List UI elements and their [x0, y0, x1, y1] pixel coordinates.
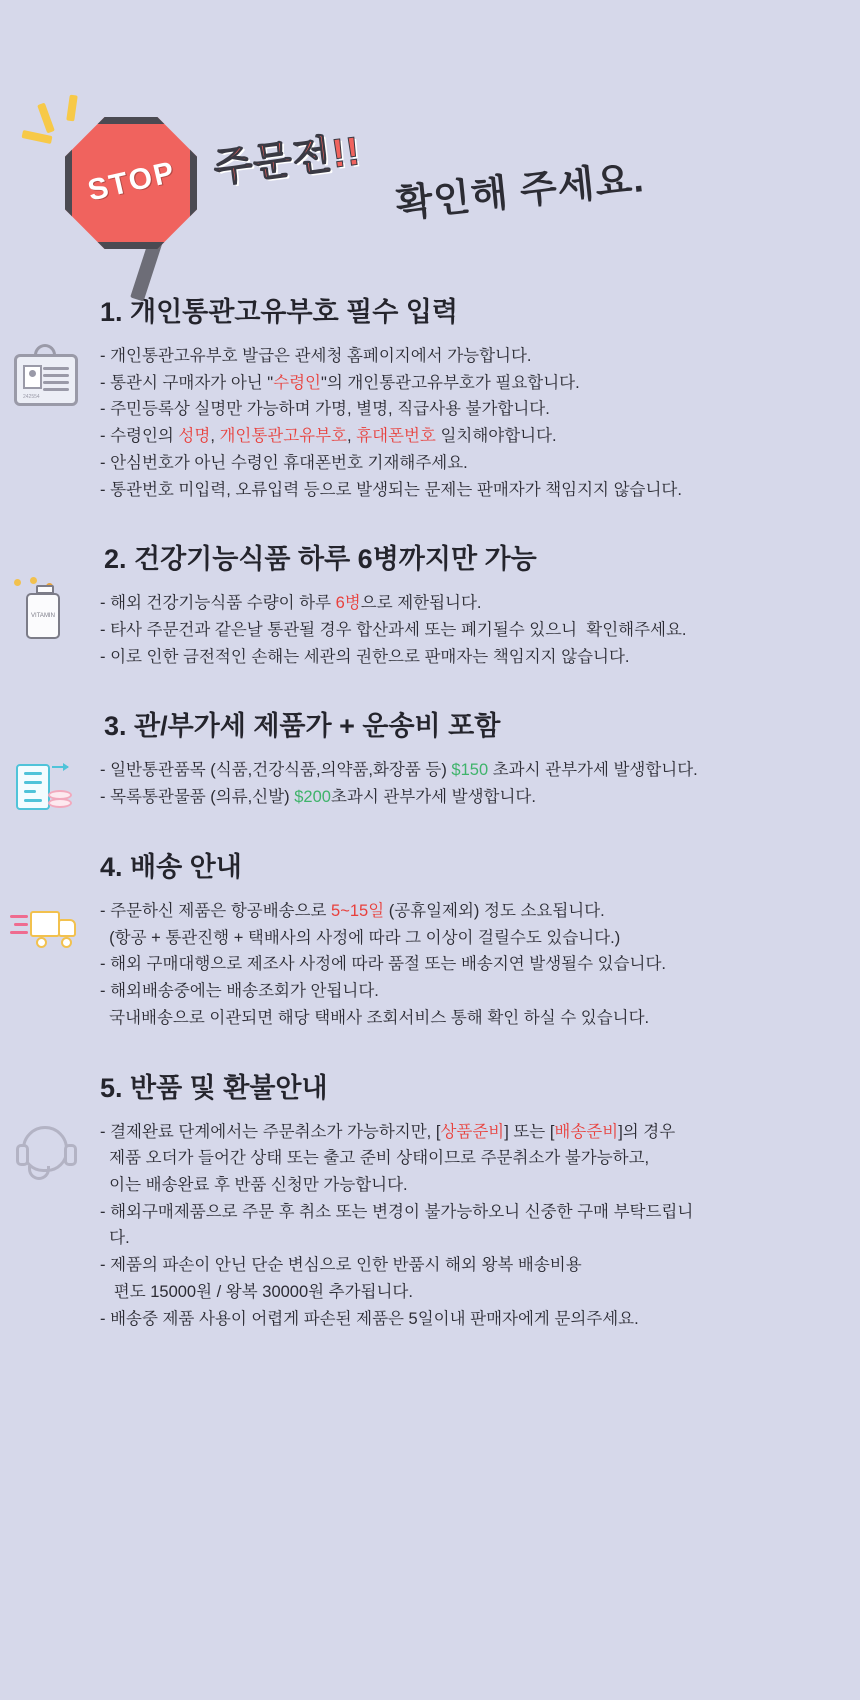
section-line: - 이로 인한 금전적인 손해는 세관의 권한으로 판매자는 책임지지 않습니다. [100, 647, 630, 666]
section-line: - 해외 구매대행으로 제조사 사정에 따라 품절 또는 배송지연 발생될수 있습니다. [100, 955, 666, 974]
section-title: 1. 개인통관고유부호 필수 입력 [100, 297, 459, 327]
section-return-refund [0, 1066, 860, 1333]
section-line: (항공 + 통관진행 + 택배사의 사정에 따라 그 이상이 걸릴수도 있습니다.) [100, 928, 621, 947]
section-line: - 해외구매제품으로 주문 후 취소 또는 변경이 불가능하오니 신중한 구매 부탁드립니 [100, 1202, 694, 1221]
section-line: - 해외배송중에는 배송조회가 안됩니다. [100, 982, 379, 1001]
section-health-food-limit [0, 537, 860, 670]
id-card-icon: 242554 [8, 348, 84, 424]
section-line: - 통관번호 미입력, 오류입력 등으로 발생되는 문제는 판매자가 책임지지 않습니다. [100, 480, 682, 499]
section-line: - 수령인의 성명, 개인통관고유부호, 휴대폰번호 일치해야합니다. [100, 427, 557, 446]
section-line: - 타사 주문건과 같은날 통관될 경우 합산과세 또는 폐기될수 있으니 확인해주세요. [100, 621, 687, 640]
section-shipping-info [0, 845, 860, 1032]
section-line: - 개인통관고유부호 발급은 관세청 홈페이지에서 가능합니다. [100, 347, 532, 365]
section-body [92, 590, 820, 670]
section-line: 제품 오더가 들어간 상태 또는 출고 준비 상태이므로 주문취소가 불가능하고, [100, 1149, 650, 1168]
page-title: 주문전!! [211, 129, 364, 191]
section-body [92, 343, 820, 503]
section-body [92, 898, 820, 1032]
section-customs-tax [0, 704, 860, 810]
section-title: 4. 배송 안내 [100, 851, 242, 882]
section-title: 5. 반품 및 환불안내 [100, 1072, 328, 1103]
section-line: 이는 배송완료 후 반품 신청만 가능합니다. [100, 1175, 408, 1194]
section-title: 2. 건강기능식품 하루 6병까지만 가능 [104, 544, 537, 575]
section-line: - 통관시 구매자가 아닌 "수령인"의 개인통관고유부호가 필요합니다. [100, 373, 580, 392]
section-line: 다. [100, 1229, 130, 1248]
section-line: - 배송중 제품 사용이 어렵게 파손된 제품은 5일이내 판매자에게 문의주세요. [100, 1309, 639, 1328]
headset-icon [8, 1114, 84, 1190]
section-line: 국내배송으로 이관되면 해당 택배사 조회서비스 통해 확인 하실 수 있습니다. [100, 1008, 650, 1027]
spark-icon [66, 95, 78, 122]
section-line: - 해외 건강기능식품 수량이 하루 6병으로 제한됩니다. [100, 594, 482, 613]
section-line: - 제품의 파손이 안닌 단순 변심으로 인한 반품시 해외 왕복 배송비용 [100, 1256, 582, 1275]
supplement-bottle-icon: VITAMIN [8, 577, 84, 653]
section-line: - 결제완료 단계에서는 주문취소가 가능하지만, [상품준비] 또는 [배송준비]의 경우 [100, 1122, 676, 1141]
invoice-coins-icon [8, 754, 84, 830]
delivery-truck-icon [8, 893, 84, 969]
page-header [0, 0, 860, 290]
section-line: - 일반통관품목 (식품,건강식품,의약품,화장품 등) $150 초과시 관부가세 발생합니다. [100, 761, 698, 780]
section-body [92, 1119, 820, 1333]
stop-sign-icon [20, 95, 210, 285]
section-line: - 주문하신 제품은 항공배송으로 5~15일 (공휴일제외) 정도 소요됩니다. [100, 901, 605, 920]
section-line: - 주민등록상 실명만 가능하며 가명, 별명, 직급사용 불가합니다. [100, 400, 550, 419]
section-line: - 목록통관물품 (의류,신발) $200초과시 관부가세 발생합니다. [100, 788, 536, 807]
section-customs-code [0, 290, 860, 503]
spark-icon [37, 103, 55, 134]
section-body [92, 757, 820, 810]
stop-sign-label: STOP [84, 155, 180, 208]
section-line: 편도 15000원 / 왕복 30000원 추가됩니다. [100, 1282, 413, 1301]
page-subtitle: 확인해 주세요. [393, 158, 647, 226]
section-title: 3. 관/부가세 제품가 + 운송비 포함 [104, 711, 501, 742]
section-line: - 안심번호가 아닌 수령인 휴대폰번호 기재해주세요. [100, 453, 468, 472]
